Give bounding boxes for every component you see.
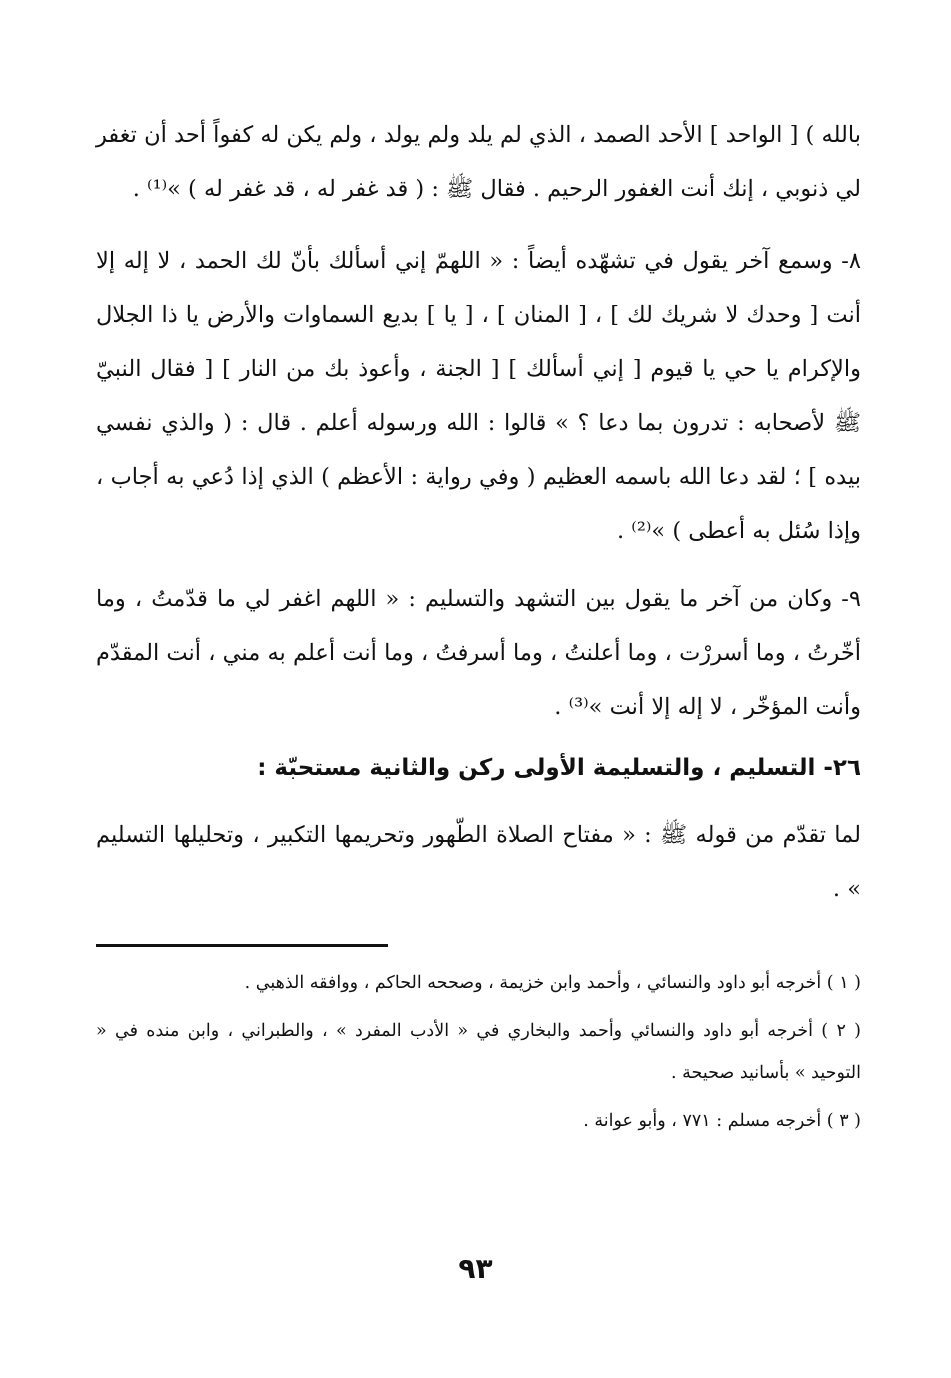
footnote-separator	[96, 944, 388, 947]
paragraph-4: لما تقدّم من قوله ﷺ : « مفتاح الصلاة الطّهور وتحريمها التكبير ، وتحليلها التسليم » .	[96, 822, 861, 902]
page-body	[96, 108, 861, 916]
paragraph-2: ٨- وسمع آخر يقول في تشهّده أيضاً : « اللهمّ إني أسألك بأنّ لك الحمد ، لا إله إلا أنت [ وحدك لا شريك لك ] ، [ المنان ] ، [ يا ] بديع السماوات والأرض يا ذا الجلال والإكرام يا حي يا قيوم [ إني أسألك ] [ الجنة ، وأعوذ بك من النار ] [ فقال النبيّ ﷺ لأصحابه : تدرون بما دعا ؟ » قالوا : الله ورسوله أعلم . قال : ( والذي نفسي بيده ] ؛ لقد دعا الله باسمه العظيم ( وفي رواية : الأعظم ) الذي إذا دُعي به أجاب ، وإذا سُئل به أعطى ) »⁽²⁾ .	[96, 248, 861, 544]
footnote-2: ( ٢ ) أخرجه أبو داود والنسائي وأحمد والبخاري في « الأدب المفرد » ، والطبراني ، وابن منده في « التوحيد » بأسانيد صحيحة .	[96, 1021, 861, 1083]
footnotes	[96, 962, 861, 1148]
footnote-1: ( ١ ) أخرجه أبو داود والنسائي ، وأحمد وابن خزيمة ، وصححه الحاكم ، ووافقه الذهبي .	[244, 973, 861, 993]
section-heading: ٢٦- التسليم ، والتسليمة الأولى ركن والثانية مستحبّة :	[257, 755, 861, 781]
paragraph-3: ٩- وكان من آخر ما يقول بين التشهد والتسليم : « اللهم اغفر لي ما قدّمتُ ، وما أخّرتُ ، وما أسررْت ، وما أعلنتُ ، وما أسرفتُ ، وما أنت أعلم به مني ، أنت المقدّم وأنت المؤخّر ، لا إله إلا أنت »⁽³⁾ .	[96, 586, 861, 720]
page-number: ٩٣	[458, 1252, 493, 1285]
paragraph-1: بالله ) [ الواحد ] الأحد الصمد ، الذي لم يلد ولم يولد ، ولم يكن له كفواً أحد أن تغفر لي ذنوبي ، إنك أنت الغفور الرحيم . فقال ﷺ : ( قد غفر له ، قد غفر له ) »⁽¹⁾ .	[96, 122, 861, 202]
footnote-3: ( ٣ ) أخرجه مسلم : ٧٧١ ، وأبو عوانة .	[583, 1111, 861, 1131]
